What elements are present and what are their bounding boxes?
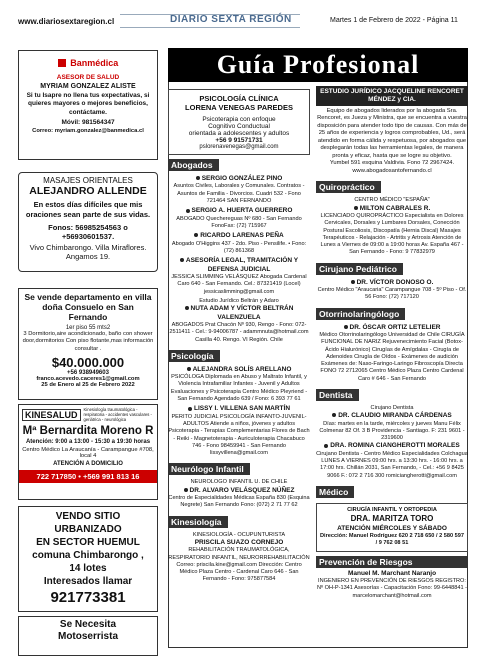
psicologia-entry-2 (168, 405, 310, 457)
masajes-title: MASAJES ORIENTALES (43, 176, 133, 185)
dentista-2-name: DRA. ROMINA CIANGHEROTTI MORALES (330, 442, 460, 450)
dentista-header: Dentista (316, 389, 359, 401)
sitio-line5: Interesados llamar (43, 576, 133, 587)
estudio-address: Yumbel 591 esquina Valdivia. Fono 72 2967424. (329, 160, 455, 167)
psico-name: LORENA VENEGAS PAREDES (185, 103, 293, 112)
bullet-icon (324, 444, 328, 448)
neurologo-entry (168, 479, 310, 509)
sitio-line2: EN SECTOR HUEMUL (36, 537, 140, 548)
kinesalud-phones: 722 717850 • +569 991 813 16 (19, 470, 157, 483)
ad-sitio (18, 506, 158, 612)
abogado-2-name: SERGIO A. HUERTA GUERRERO (191, 207, 293, 215)
ad-motoserrista (18, 616, 158, 656)
quiropractico-text: LICENCIADO QUIROPRÁCTICO Especialista en Dolores Cervicales, Dorsales y Lumbares Dorsales, Conección Postural Escoliosis, Discopatía (Hernia Discal) Masajes Terapéuticos - Relajación - Artritis y Artrosis Atención de Lunes a Viernes de 09:00 a 19:00 horas Av. España 467 - San Fernando - Fono: 9 77832979 (320, 213, 464, 256)
psico-l2: Cognitivo Conductual (208, 123, 270, 130)
bullet-icon (180, 258, 184, 262)
quiropractico-header: Quiropráctico (316, 181, 381, 193)
masajes-name: ALEJANDRO ALLENDE (29, 185, 147, 197)
cirujano-text: Centro Médico "Araucaria" Carampangue 708 - 5º Piso - Of. 56 Fono: (72) 717120 (317, 287, 467, 301)
abogado-5-text: ABOGADOS Prat Chacón Nº 930, Rengo - Fono: 072-2511411 - Cel.: 9-94006787 - adammnuta@hotmail.com Casilla 40. Rengo. VI Región. Chile (169, 321, 309, 343)
quiropractico-name: MILTON CABRALES R. (359, 204, 431, 212)
depto-price: $40.000.000 (51, 355, 125, 371)
riesgos-name: Manuel M. Marchant Naranjo (347, 569, 437, 577)
bullet-icon (194, 233, 198, 237)
banmedica-role: ASESOR DE SALUD (56, 74, 120, 81)
masajes-phone: Fonos: 56985254563 o +56930601537. (48, 222, 128, 241)
sitio-phone: 921773381 (50, 589, 126, 606)
riesgos-entry (316, 570, 468, 600)
masajes-address: Vivo Chimbarongo. Villa Miraflores. Angamos 19. (29, 242, 147, 261)
abogado-entry-2 (168, 207, 310, 230)
abogado-4-text: JESSICA SLIMMING VELÁSQUEZ Abogada Cardenal Caro 640 - San Fernando. Cel.: 87321419 (Locel) jessicaslimming@gmail.com (171, 274, 307, 295)
abogado-entry-5 (168, 298, 310, 344)
site-url[interactable]: www.diariosextaregion.cl (18, 17, 115, 26)
abogados-header: Abogados (168, 159, 219, 171)
guia-banner (168, 48, 468, 82)
medico-sub: CIRUGÍA INFANTIL Y ORTOPEDIA (347, 506, 437, 513)
guia-title: Guía Profesional (216, 50, 420, 79)
medico-entry (316, 503, 468, 552)
depto-details: 3 Dormitorio,aire acondicionado, baño con shower door,dormitorios Con piso flotante,mas información consultar . (22, 330, 154, 352)
psicologia-2-name: LISSY I. VILLENA SAN MARTÍN (193, 405, 291, 413)
abogado-1-text: Asuntos Civiles, Laborales y Comunales. Contratos - Asuntos de Familia - Divorcios. Cuadri 532 - Fono 721464 SAN FERNANDO (173, 183, 305, 204)
dentista-entry (316, 405, 468, 480)
estudio-web[interactable]: www.abogadosantofernando.cl (352, 167, 432, 174)
bullet-icon (185, 306, 189, 310)
ad-departamento (18, 288, 158, 400)
dentista-1-text: Días: martes en la tarde, miércoles y jueves Manu Félix Colmenar 82 Of. 3 B Providencia - Santiago. F: 231 9601 - 2319600 (319, 420, 465, 442)
abogado-3-text: Abogado O'Higgins 437 - 2do. Piso - Pensilife. • Fono: (72) 861368 (171, 240, 307, 254)
medico-text: Dirección: Manuel Rodríguez 620 2 718 650 / 2 580 597 / 9 762 08 51 (320, 533, 464, 547)
abogado-entry-3 (168, 232, 310, 255)
psico-ad (168, 89, 310, 155)
kinesiologia-entry (168, 532, 310, 584)
moto-line1: Se Necesita (59, 619, 117, 630)
abogado-5-name: NUTA ADAM Y VÍCTOR BELTRÁN VALENZUELA (190, 305, 294, 321)
bullet-icon (196, 176, 200, 180)
otorrino-name: DR. ÓSCAR ORTIZ LETELIER (349, 323, 441, 331)
bullet-icon (332, 413, 336, 417)
bullet-icon (354, 206, 358, 210)
abogado-entry-4 (168, 257, 310, 296)
ad-masajes (18, 172, 158, 272)
neurologo-text: Centro de Especialidades Médicas España 830 (Esquina Negrete) San Fernando Fono: (072) 2 71 77 62 (168, 495, 310, 509)
psico-phone: +56 9 91571731 (215, 137, 263, 144)
kinesiologia-header: Kinesiología (168, 516, 228, 528)
kinesalud-tag: Kinesiología traumatológica - respiratoria - accidentes vasculares - geriátrica - neurológica (83, 407, 152, 423)
neurologo-name: DR. ALVARO VELÁSQUEZ NÚÑEZ (189, 486, 295, 494)
abogado-1-name: SERGIO GONZÁLEZ PINO (201, 175, 283, 182)
guia-column-right (316, 86, 468, 602)
kinesalud-home: ATENCIÓN A DOMICILIO (53, 461, 123, 468)
medico-name: DRA. MARITZA TORO (350, 514, 434, 524)
sitio-line4: 14 lotes (69, 563, 107, 574)
depto-dates: 25 de Enero al 25 de Febrero 2022 (41, 382, 135, 389)
otorrino-entry (316, 324, 468, 383)
estudio-entry (316, 108, 468, 176)
page-header (0, 0, 480, 44)
dentista-2-text: Cirujano Dentista - Centro Médico Especialidades Colchagua LUNES A VIERNES 09:00 hrs. a 13:30 hrs. - 16:00 hrs. a 17:00 hrs. Chillán 2031, San Fernando, - Cel.: +56 9 8425 9066 F.: 072 2 716 300 romiciangherotti@gmail.com (316, 450, 468, 479)
psicologia-2-text: PERITO JUDICIAL PSICOLOGÍA INFANTO-JUVENIL-ADULTOS Atiende a niños, jóvenes y adultos Psicoterapia - Terapias Complementarias Flores de Bach - Reiki - Magnetoterapia - Auriculoterapia Chacabuco 746 - Fono 98459941 - San Fernando lissyvillena@gmail.com (168, 413, 310, 457)
psicologia-header: Psicología (168, 350, 220, 362)
otorrino-header: Otorrinolaringólogo (316, 308, 405, 320)
depto-floor: 1er piso 55 mts2 (65, 324, 111, 331)
abogado-entry-1 (168, 175, 310, 205)
cirujano-entry (316, 279, 468, 302)
psico-l1: Psicoterapia con enfoque (202, 116, 276, 123)
abogado-2-text: ABOGADO Quechereguas Nº 680 - San Fernando FonoFax: (72) 715967 (176, 215, 302, 229)
banmedica-name: MYRIAM GONZALEZ ALISTE (40, 83, 136, 90)
medico-header: Médico (316, 486, 354, 498)
kinesalud-head (19, 405, 157, 424)
bullet-icon (186, 209, 190, 213)
neurologo-header: Neurólogo Infantil (168, 463, 250, 475)
quiropractico-entry (316, 197, 468, 256)
dentista-sub: Cirujano Dentista (370, 404, 414, 411)
abogado-3-name: RICARDO LARENAS PEÑA (200, 232, 284, 240)
ad-kinesalud (18, 404, 158, 500)
abogado-5-pre: Estudio Jurídico Beltrán y Adaro (199, 297, 279, 304)
bullet-icon (184, 488, 188, 492)
riesgos-text: INGENIERO EN PREVENCIÓN DE RIESGOS REGISTRO: Nº OH-P-1341 Asesorías - Capacitación Fono: 99-6448841 - marcelomarchant@hotmail.com (316, 578, 468, 599)
depto-title: Se vende departamento en villa doña Consuelo en San Fernando (24, 292, 152, 323)
kinesiologia-text: REHABILITACIÓN TRAUMATOLÓGICA, RESPIRATORIO INFANTIL, NEURORREHABILITACIÓN Correo: priscila.kine@gmail.com Dirección: Centro Médico Plaza Centro - Cardenal Caro 646 - San Fernando - Fono: 975877584 (168, 547, 310, 583)
kinesalud-name: Mª Bernardita Moreno R (22, 425, 154, 438)
psicologia-1-text: PSICÓLOGA Diplomada en Abuso y Maltrato Infantil, y Violencia Intrafamiliar Infantes - Juvenil y Adultos Evaluaciones y Psicoterapia Centro Médico Pleyriend - San Fernando Agendado 639 / Fono: 6 393 77 61 (170, 374, 308, 403)
moto-line2: Motoserrista (57, 630, 118, 642)
kinesiologia-sub: KINESIOLOGÍA - OCUPUNTURISTA (192, 531, 286, 538)
kinesalud-address: Centro Médico La Araucanía - Carampangue #708, local 4 (22, 447, 154, 460)
date-and-page: Martes 1 de Febrero de 2022 - Página 11 (330, 17, 458, 24)
kinesalud-brand: KINESALUD (22, 409, 81, 421)
dentista-1-name: DR. CLAUDIO MIRANDA CÁRDENAS (338, 412, 452, 420)
quiropractico-sub: CENTRO MÉDICO "ESPAÑA" (354, 197, 430, 204)
otorrino-text: Médico Otorrinolaringólogo Universidad de Chile CIRUGÍA FUNCIONAL DE NARIZ Rejuvenecimiento Facial (Botox-Ácido Hialurónico) Cirugías de Amígdalas - Cirugía de Adenoides Cirugía de Oídos - Exámenes de audición Exámenes de: Naso-Faringo-Laringo Fibroscopía Directa FONO 72 2712065 Centro Médico Plaza Centro Cardenal Caro # 646 - San Fernando (319, 332, 465, 382)
banmedica-text: Si tu Isapre no llena tus expectativas, si quieres mayores o mejores beneficios, contáctame. (26, 92, 150, 116)
estudio-banner: ESTUDIO JURÍDICO JACQUELINE RENCORET MÉNDEZ y CIA. (316, 86, 468, 106)
cirujano-name: DR. VÍCTOR DONOSO O. (356, 278, 434, 286)
psico-l3: orientada a adolescentes y adultos (188, 130, 290, 137)
sitio-line3: comuna Chimbarongo , (32, 550, 144, 561)
psicologia-entry-1 (168, 366, 310, 404)
kinesalud-hours: Atención: 9:00 a 13:00 - 15:30 a 19:30 horas (25, 439, 151, 446)
psico-title: PSICOLOGÍA CLÍNICA (199, 94, 279, 103)
banmedica-phone: Móvil: 981564347 (61, 119, 115, 127)
depto-email: franco.acevedo.caceres1@gmail.com (36, 376, 140, 383)
banmedica-brand-row (22, 54, 154, 72)
banmedica-brand: Banmédica (70, 57, 119, 68)
ad-banmedica (18, 50, 158, 160)
neurologo-sub: NEUROLOGO INFANTIL U. DE CHILE (190, 479, 288, 486)
bullet-icon (188, 407, 192, 411)
estudio-text: Equipo de abogados liderados por la abogada Sra. Rencoret, es Jueza y Ministra, que se encuentra a vuestra disposición para atender todo tipo de causas. Con más de 25 años de experiencia y logros comprobables, Ud., será atendido en forma cálida y respetuosa, por abogados que desplegarán todas las herramientas legales, de manera pronta y eficaz, hasta que se logre su objetivo. (317, 107, 467, 159)
banmedica-logo-icon (58, 59, 66, 67)
bullet-icon (344, 325, 348, 329)
bullet-icon (187, 367, 191, 371)
cirujano-header: Cirujano Pediátrico (316, 263, 403, 275)
riesgos-header: Prevención de Riesgos (316, 556, 468, 568)
banmedica-email: Correo: myriam.gonzalez@banmedica.cl (32, 128, 144, 135)
masajes-text: En estos días difíciles que mis oraciones sean parte de sus vidas. (25, 200, 151, 219)
psico-email: pslorenavenegas@gmail.com (199, 144, 279, 150)
medico-attn: ATENCIÓN MIÉRCOLES Y SÁBADO (337, 524, 447, 532)
depto-phone: +56 938949603 (67, 370, 109, 377)
bullet-icon (351, 280, 355, 284)
psicologia-1-name: ALEJANDRA SOLÍS ARELLANO (192, 365, 292, 373)
sitio-line1: VENDO SITIO URBANIZADO (54, 511, 122, 535)
newspaper-title: DIARIO SEXTA REGIÓN (170, 14, 292, 25)
abogado-4-name: ASESORÍA LEGAL, TRAMITACIÓN Y DEFENSA JUDICIAL (185, 257, 299, 273)
guia-column-left (168, 86, 310, 586)
kinesiologia-name: PRISCILA SUAZO CORNEJO (194, 538, 284, 546)
